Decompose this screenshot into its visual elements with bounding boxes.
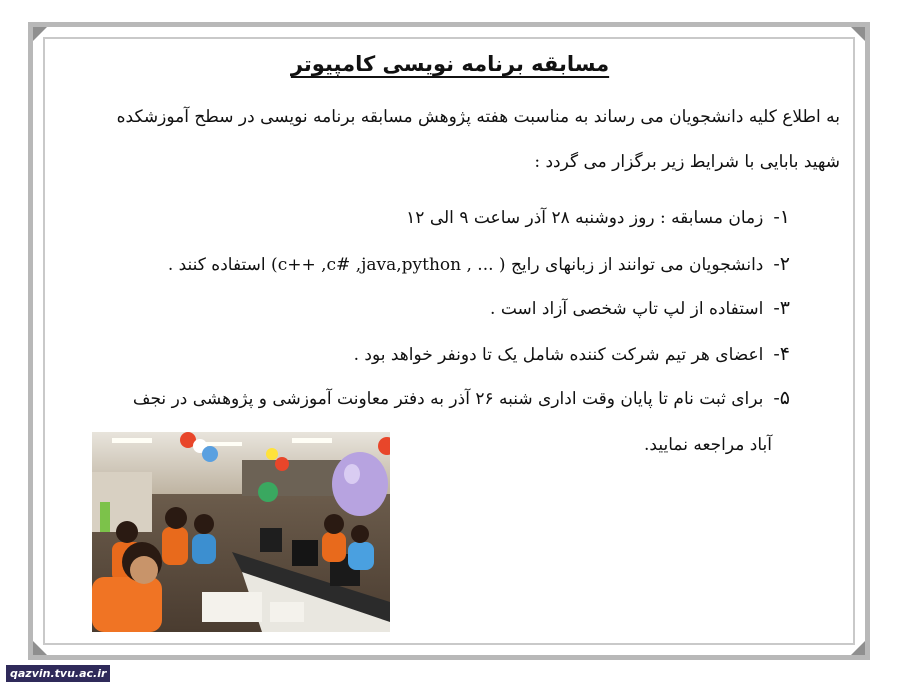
list-item <box>406 206 790 228</box>
item-number: ۱- <box>773 206 790 228</box>
item-text: اعضای هر تیم شرکت کننده شامل یک تا دونفر خواهد بود . <box>353 345 764 365</box>
intro-line-2: شهید بابایی با شرایط زیر برگزار می گردد : <box>534 152 840 172</box>
corner-decoration-top-right <box>851 27 865 41</box>
footer-bar <box>0 663 900 687</box>
list-item <box>133 387 790 409</box>
competition-photo <box>92 432 390 632</box>
item-text: برای ثبت نام تا پایان وقت اداری شنبه ۲۶ آذر به دفتر معاونت آموزشی و پژوهشی در نجف <box>132 389 764 409</box>
list-item-continuation: آباد مراجعه نمایید. <box>644 435 772 455</box>
corner-decoration-bottom-right <box>851 641 865 655</box>
item-number: ۲- <box>773 253 790 275</box>
page-title: مسابقه برنامه نویسی کامپیوتر <box>290 52 610 76</box>
item-number: ۳- <box>773 297 790 319</box>
list-item <box>354 343 790 365</box>
item-number: ۴- <box>773 343 790 365</box>
item-number: ۵- <box>773 387 790 409</box>
site-watermark-label: qazvin.tvu.ac.ir <box>6 665 110 682</box>
list-item <box>168 253 790 275</box>
corner-decoration-top-left <box>33 27 47 41</box>
item-text: دانشجویان می توانند از زبانهای رایج ( ... , c++ ,c# ,java,python) استفاده کنند . <box>167 255 764 275</box>
corner-decoration-bottom-left <box>33 641 47 655</box>
list-item <box>490 297 790 319</box>
item-text: استفاده از لپ تاپ شخصی آزاد است . <box>490 299 764 319</box>
intro-line-1: به اطلاع کلیه دانشجویان می رساند به مناسبت هفته پژوهش مسابقه برنامه نویسی در سطح آموزشکده <box>116 107 840 127</box>
item-text: زمان مسابقه : روز دوشنبه ۲۸ آذر ساعت ۹ الی ۱۲ <box>406 208 764 228</box>
